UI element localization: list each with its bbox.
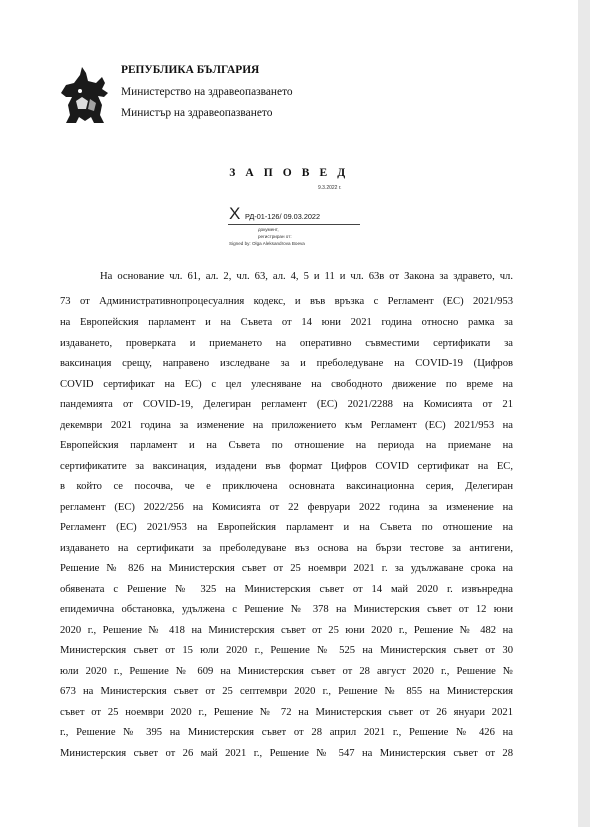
body-line: сертификатите за ваксинация, издадени във формат Цифров COVID сертификат на ЕС, [60, 461, 513, 472]
signature-label-document: документ, [258, 227, 279, 232]
body-line: на Европейския парламент и на Съвета от 14 юни 2021 година относно рамка за [60, 317, 513, 328]
body-line: обявената с Решение № 325 на Министерския съвет от 14 май 2020 г. извънредна [60, 584, 513, 595]
body-line: На основание чл. 61, ал. 2, чл. 63, ал. 4, 5 и 11 и чл. 63в от Закона за здравето, чл. [100, 271, 513, 282]
header-republic: РЕПУБЛИКА БЪЛГАРИЯ [121, 64, 260, 76]
body-line: Европейския парламент и на Съвета по отношение на периода на приемане на [60, 440, 513, 451]
signature-mark: X [229, 204, 241, 223]
body-line: ваксинация срещу, направено изследване за и преболедуване на COVID-19 (Цифров [60, 358, 513, 369]
viewer-edge [578, 0, 590, 827]
body-line: Решение № 826 на Министерския съвет от 25 ноември 2021 г. за удължаване срока на [60, 563, 513, 574]
body-line: 2020 г., Решение № 418 на Министерския съвет от 25 юни 2020 г., Решение № 482 на [60, 625, 513, 636]
header-ministry: Министерство на здравеопазването [121, 86, 293, 98]
body-line: регламент (ЕС) 2022/256 на Комисията от 22 февруари 2022 година за изменение на [60, 502, 513, 513]
registration-number: РД-01-126/ 09.03.2022 [245, 212, 321, 221]
body-line: в който се посочва, че е приключена основната ваксинационна серия, Делегиран [60, 481, 513, 492]
signature-line [228, 224, 360, 225]
coat-of-arms-icon [58, 63, 112, 127]
body-line: декември 2021 година за изменение на приложението към Регламент (ЕС) 2021/953 на [60, 420, 513, 431]
body-line: г., Решение № 395 на Министерския съвет от 28 април 2021 г., Решение № 426 на [60, 727, 513, 738]
body-line: издаването на сертификати за преболедуване въз основа на бързи тестове за антигени, [60, 543, 513, 554]
body-line: Регламент (ЕС) 2021/953 на Европейския парламент и на Съвета по отношение на [60, 522, 513, 533]
body-line: издаването, проверката и приемането на оперативно съвместими сертификати за [60, 338, 513, 349]
body-line: пандемията от COVID-19, Делегиран регламент (ЕС) 2021/2288 на Комисията от 21 [60, 399, 513, 410]
body-line: 73 от Административнопроцесуалния кодекс, и във връзка с Регламент (ЕС) 2021/953 [60, 296, 513, 307]
body-line: юли 2020 г., Решение № 609 на Министерския съвет от 28 август 2020 г., Решение № [60, 666, 513, 677]
signature-signed-by: Signed by: Olga Aleksandrova Boeva [229, 241, 305, 246]
body-line: съвет от 25 ноември 2020 г., Решение № 72 на Министерския съвет от 26 януари 2021 [60, 707, 513, 718]
body-line: 673 на Министерския съвет от 25 септември 2020 г., Решение № 855 на Министерския [60, 686, 513, 697]
body-line: Министерския съвет от 26 май 2021 г., Решение № 547 на Министерския съвет от 28 [60, 748, 513, 759]
body-line: Министерския съвет от 15 юли 2020 г., Решение № 525 на Министерския съвет от 30 [60, 645, 513, 656]
document-title: З А П О В Е Д [229, 167, 349, 179]
body-line: COVID сертификат на ЕС) с цел улесняване на свободното движение по време на [60, 379, 513, 390]
header-minister: Министър на здравеопазването [121, 107, 273, 119]
signature-label-registered: регистриран от: [258, 234, 292, 239]
body-line: епидемична обстановка, удължена с Решение № 378 на Министерския съвет от 12 юни [60, 604, 513, 615]
document-date: 9.3.2022 г. [318, 185, 342, 191]
